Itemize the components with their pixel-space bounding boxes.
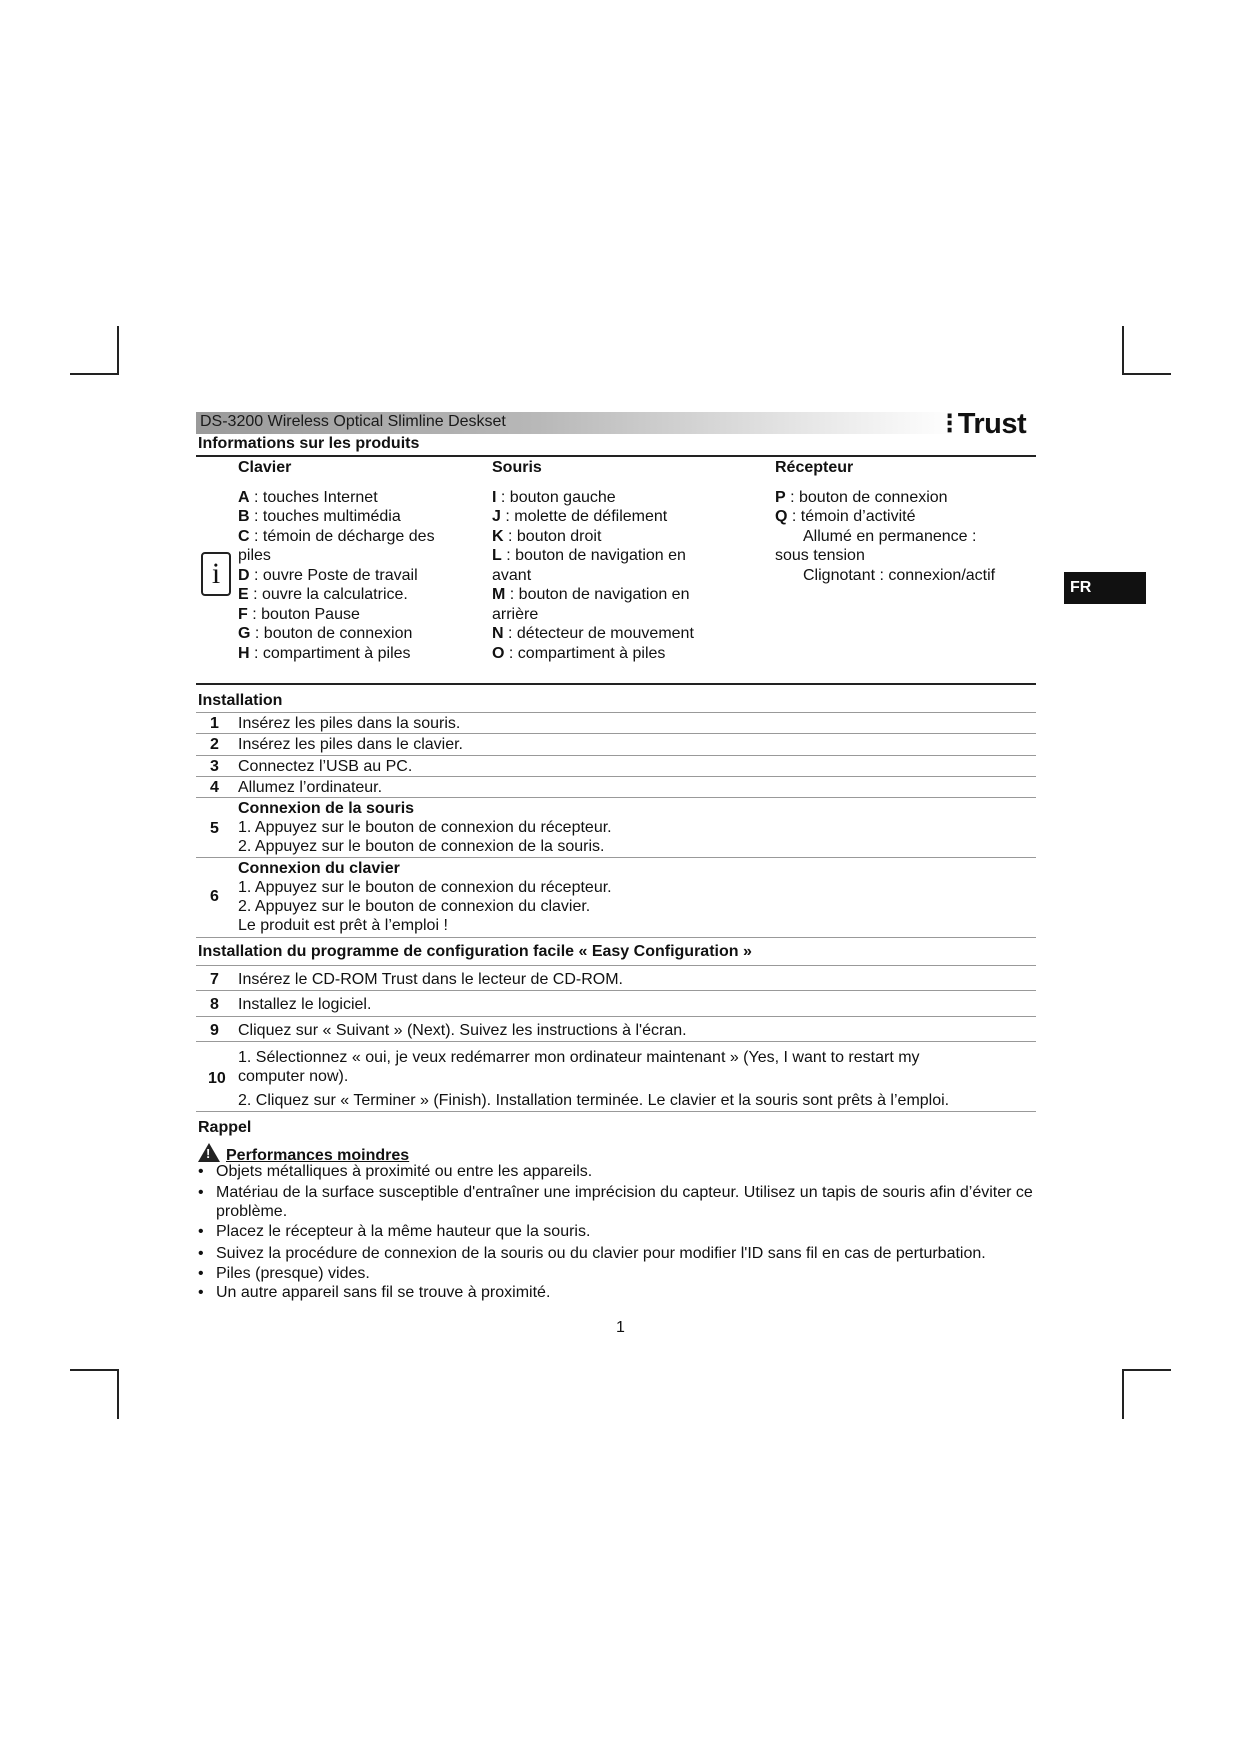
section-title-easy-config: Installation du programme de configuration facile « Easy Configuration » <box>198 943 752 960</box>
step-text: Connectez l’USB au PC. <box>238 758 413 775</box>
list-item-note: Allumé en permanence : <box>803 527 977 545</box>
step-line: computer now). <box>238 1068 349 1085</box>
crop-mark <box>117 1369 119 1419</box>
step-row <box>196 1021 1046 1040</box>
step-row <box>196 714 1046 733</box>
list-item: F : bouton Pause <box>238 605 360 623</box>
step-row <box>196 778 1046 797</box>
step-line: 1. Appuyez sur le bouton de connexion du récepteur. <box>238 879 612 896</box>
section-title-installation: Installation <box>198 692 283 709</box>
divider <box>196 857 1036 858</box>
step-number: 6 <box>210 888 219 905</box>
crop-mark <box>117 326 119 374</box>
step-row <box>196 757 1046 776</box>
step-row <box>196 799 1046 856</box>
list-item: L : bouton de navigation en avant <box>492 547 686 584</box>
step-line: 2. Appuyez sur le bouton de connexion de la souris. <box>238 838 605 855</box>
step-subtitle: Connexion du clavier <box>238 860 400 877</box>
step-row <box>196 1048 1046 1110</box>
step-row <box>196 859 1046 935</box>
step-row <box>196 995 1046 1014</box>
step-line: 1. Sélectionnez « oui, je veux redémarrer mon ordinateur maintenant » (Yes, I want to restart my <box>238 1049 920 1066</box>
list-item: A : touches Internet <box>238 488 378 506</box>
step-number: 5 <box>210 820 219 837</box>
divider <box>196 990 1036 991</box>
divider <box>196 712 1036 713</box>
column-heading: Souris <box>492 459 542 476</box>
warning-icon <box>198 1143 220 1162</box>
crop-mark <box>1122 373 1171 375</box>
list-item: G : bouton de connexion <box>238 625 413 642</box>
list-item: • Placez le récepteur à la même hauteur que la souris. <box>196 1222 1066 1242</box>
document-title: DS-3200 Wireless Optical Slimline Deskset <box>200 413 506 430</box>
step-text: Insérez les piles dans le clavier. <box>238 736 463 753</box>
step-text: Insérez le CD-ROM Trust dans le lecteur de CD-ROM. <box>238 971 623 988</box>
divider <box>196 1016 1036 1017</box>
column-heading: Clavier <box>238 459 292 476</box>
list-item: N : détecteur de mouvement <box>492 625 694 642</box>
column-receiver <box>775 458 1035 585</box>
divider <box>196 937 1036 938</box>
list-item: I : bouton gauche <box>492 488 616 506</box>
trust-logo <box>945 406 1026 441</box>
list-item: P : bouton de connexion <box>775 488 948 506</box>
divider <box>196 733 1036 734</box>
step-line: 2. Cliquez sur « Terminer » (Finish). Installation terminée. Le clavier et la souris sont prêts à l’emploi. <box>238 1092 950 1109</box>
section-title-product-info: Informations sur les produits <box>198 435 420 452</box>
crop-mark <box>70 1369 119 1371</box>
info-icon: i <box>201 552 231 596</box>
page-number: 1 <box>616 1319 625 1336</box>
step-number: 7 <box>210 971 219 988</box>
list-item: • Suivez la procédure de connexion de la souris ou du clavier pour modifier l'ID sans fil en cas de perturbation. <box>196 1244 1066 1264</box>
divider <box>196 1111 1036 1112</box>
column-heading: Récepteur <box>775 459 854 476</box>
divider <box>196 797 1036 798</box>
list-item: M : bouton de navigation en arrière <box>492 586 690 623</box>
step-number: 10 <box>208 1070 226 1087</box>
divider <box>196 683 1036 685</box>
trust-logo-mark: ⁝ <box>945 408 954 440</box>
trust-logo-text: Trust <box>957 408 1027 440</box>
list-item: B : touches multimédia <box>238 508 401 525</box>
crop-mark <box>70 373 119 375</box>
divider <box>196 776 1036 777</box>
step-number: 1 <box>210 715 219 732</box>
step-number: 4 <box>210 779 219 796</box>
divider <box>196 755 1036 756</box>
step-subtitle: Connexion de la souris <box>238 800 415 817</box>
step-line: Le produit est prêt à l’emploi ! <box>238 917 448 934</box>
list-item: • Piles (presque) vides. <box>196 1264 1066 1284</box>
step-number: 8 <box>210 996 219 1013</box>
step-line: 1. Appuyez sur le bouton de connexion du récepteur. <box>238 819 612 836</box>
divider <box>196 1041 1036 1042</box>
list-item: O : compartiment à piles <box>492 644 666 662</box>
crop-mark <box>1122 326 1124 374</box>
step-line: 2. Appuyez sur le bouton de connexion du clavier. <box>238 898 591 915</box>
list-item: D : ouvre Poste de travail <box>238 566 418 584</box>
divider <box>196 965 1036 966</box>
list-item: • Matériau de la surface susceptible d'entraîner une imprécision du capteur. Utilisez un tapis de souris afin d’éviter ce problème. <box>196 1183 1066 1222</box>
step-number: 2 <box>210 736 219 753</box>
step-row <box>196 970 1046 989</box>
column-keyboard <box>238 458 458 663</box>
list-item: Q : témoin d’activité <box>775 508 916 525</box>
list-item: E : ouvre la calculatrice. <box>238 586 408 603</box>
list-item: K : bouton droit <box>492 527 602 545</box>
language-tab: FR <box>1064 572 1146 604</box>
crop-mark <box>1122 1369 1171 1371</box>
warning-title: Performances moindres <box>226 1147 410 1164</box>
step-text: Installez le logiciel. <box>238 996 372 1013</box>
list-item: • Un autre appareil sans fil se trouve à proximité. <box>196 1283 1066 1303</box>
column-mouse <box>492 458 717 663</box>
warning-list <box>196 1162 1066 1303</box>
step-text: Insérez les piles dans la souris. <box>238 715 461 732</box>
list-item: C : témoin de décharge des piles <box>238 527 435 564</box>
list-item: • Objets métalliques à proximité ou entre les appareils. <box>196 1162 1066 1182</box>
section-title-reminder: Rappel <box>198 1119 252 1136</box>
divider <box>196 455 1036 457</box>
step-number: 9 <box>210 1022 219 1039</box>
crop-mark <box>1122 1369 1124 1419</box>
step-text: Allumez l’ordinateur. <box>238 779 383 796</box>
list-item-note: Clignotant : connexion/actif <box>803 566 996 584</box>
step-number: 3 <box>210 758 219 775</box>
list-item: J : molette de défilement <box>492 508 668 525</box>
list-item: H : compartiment à piles <box>238 644 411 662</box>
step-row <box>196 735 1046 754</box>
list-item-note: sous tension <box>775 547 865 564</box>
step-text: Cliquez sur « Suivant » (Next). Suivez les instructions à l'écran. <box>238 1022 687 1039</box>
